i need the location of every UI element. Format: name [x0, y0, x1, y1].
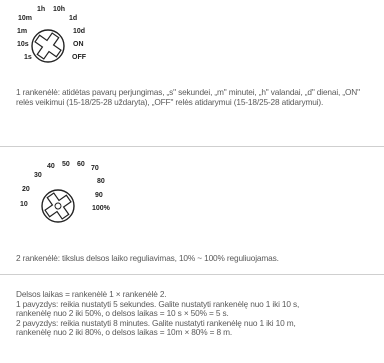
dial1-label-1m: 1m [17, 28, 28, 35]
dial2-label-50: 50 [62, 161, 70, 168]
example1-line2: rankenėlę nuo 2 iki 50%, o delsos laikas = 10 s × 50% = 5 s. [16, 308, 229, 319]
dial2-label-80: 80 [97, 178, 105, 185]
divider-1 [0, 146, 384, 147]
dial2-label-10: 10 [20, 201, 28, 208]
knob2-caption: 2 rankenėlė: tikslus delsos laiko reguliavimas, 10% ~ 100% reguliuojamas. [16, 253, 279, 263]
knob1-section [0, 0, 384, 107]
dial1-label-off: OFF [72, 54, 86, 61]
time-range-dial-illustration [0, 0, 384, 88]
dial1-label-on: ON [73, 41, 84, 48]
divider-2 [0, 274, 384, 275]
dial1-label-1h: 1h [37, 6, 46, 13]
dial1-label-1d: 1d [69, 15, 78, 22]
formula-text: Delsos laikas = rankenėlė 1 × rankenėlė 2. [16, 289, 167, 299]
dial2-label-60: 60 [77, 161, 85, 168]
dial2-label-70: 70 [91, 165, 99, 172]
dial1-label-1s: 1s [24, 54, 32, 61]
delay-notes [16, 290, 376, 338]
percentage-dial-illustration [0, 158, 384, 238]
dial2-label-40: 40 [47, 163, 55, 170]
example1-line1: 1 pavyzdys: reikia nustatyti 5 sekundes. Galite nustatyti rankenėlę nuo 1 iki 10 s, [16, 298, 300, 309]
dial2-label-100: 100% [92, 205, 110, 212]
dial1-label-10h: 10h [53, 6, 66, 13]
example2-line1: 2 pavyzdys: reikia nustatyti 8 minutes. Galite nustatyti rankenėlę nuo 1 iki 10 m, [16, 317, 296, 328]
dial1-label-10s: 10s [17, 41, 29, 48]
dial2-label-90: 90 [95, 192, 103, 199]
example2-line2: rankenėlę nuo 2 iki 80%, o delsos laikas = 10m × 80% = 8 m. [16, 327, 232, 338]
knob1-caption: 1 rankenėlė: atidėtas pavarų perjungimas, „s" sekundei, „m" minutei, „h" valandai, „d" dienai, „ON" relės veikimui (15-18/25-28 uždaryta), „OFF" relės atidarymui (15-18/25-28 atidarymui). [16, 87, 360, 107]
dial2-label-30: 30 [34, 172, 42, 179]
dial1-label-10m: 10m [18, 15, 33, 22]
dial2-label-20: 20 [22, 186, 30, 193]
knob2-section [0, 158, 384, 263]
dial1-label-10d: 10d [73, 28, 86, 35]
